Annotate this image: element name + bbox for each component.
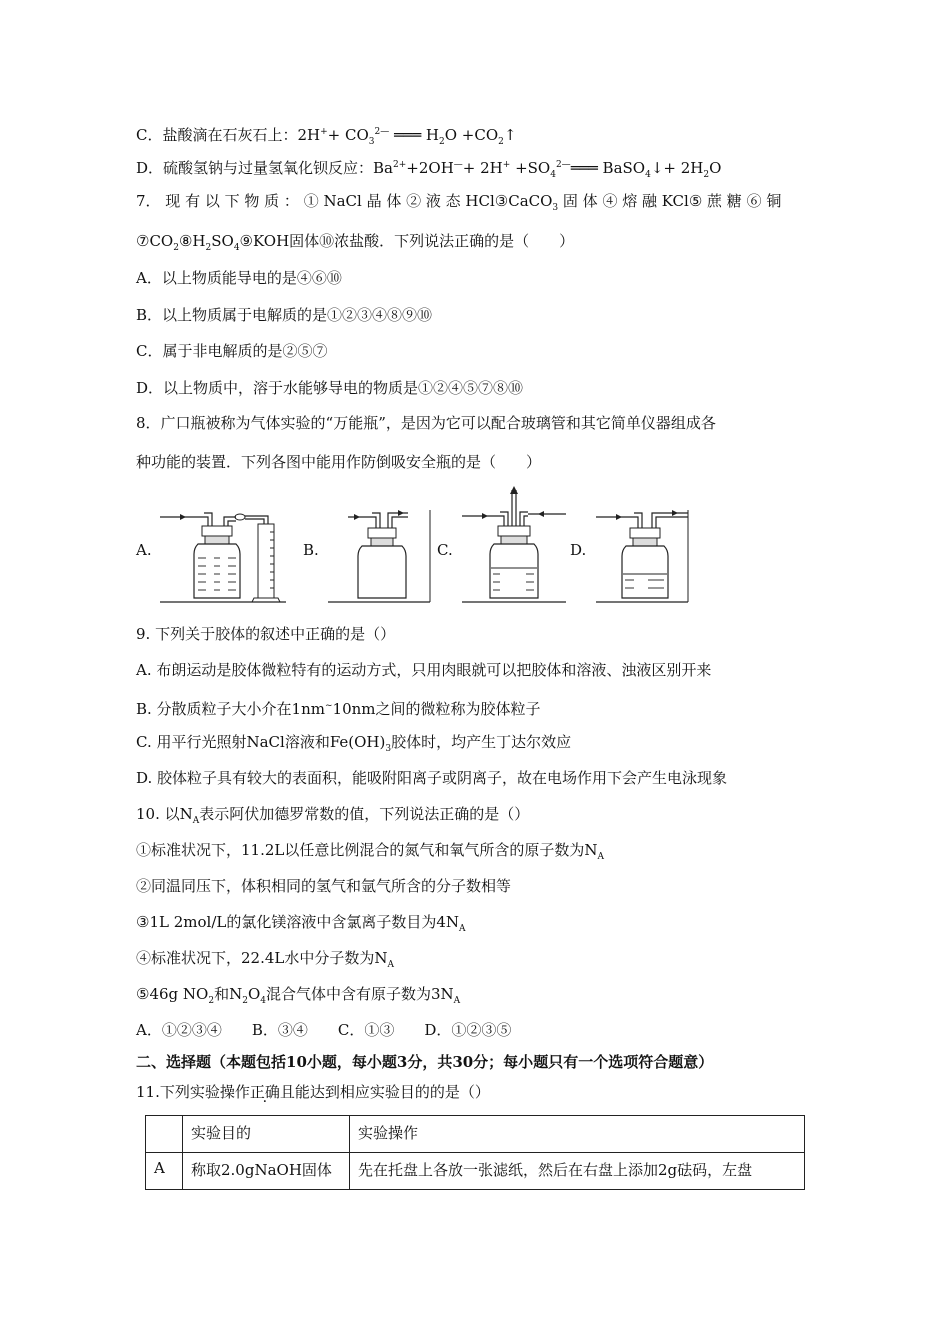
section-2-heading: 二、选择题（本题包括10小题，每小题3分，共30分；每小题只有一个选项符合题意） — [136, 1053, 714, 1071]
q8-label-c: C. — [437, 541, 453, 559]
apparatus-b-diagram — [326, 500, 432, 604]
table-row — [146, 1153, 805, 1190]
q7-option-d: D．以上物质中，溶于水能够导电的物质是①②④⑤⑦⑧⑩ — [136, 379, 524, 397]
q9-option-c: C. 用平行光照射NaCl溶液和$Fe(OH)_3$胶体时，均产生丁达尔效应 — [136, 733, 572, 754]
q9-stem: 9. 下列关于胶体的叙述中正确的是（） — [136, 625, 396, 643]
apparatus-c-diagram — [460, 486, 568, 604]
q10-statement-4: ④标准状况下，22.4L水中分子数为$N_A$ — [136, 949, 394, 970]
q8-label-b: B. — [303, 541, 319, 559]
q7-stem-line2: $⑦CO_2⑧H_2SO_4⑨KOH$固体⑩浓盐酸．下列说法正确的是（ ） — [136, 232, 575, 253]
q9-option-a: A. 布朗运动是胶体微粒特有的运动方式，只用肉眼就可以把胶体和溶液、浊液区别开来 — [136, 661, 712, 679]
q11-stem: 11.下列实验操作正确且能达到相应实验目的的是（） — [136, 1083, 490, 1101]
q9-option-d: D. 胶体粒子具有较大的表面积，能吸附阳离子或阴离子，故在电场作用下会产生电泳现象 — [136, 769, 728, 787]
q6-option-c: C．盐酸滴在石灰石上：$2H^++ CO_3^{2—}$ ═══ $H_2O$ $+CO_2↑$ — [136, 126, 517, 147]
q10-stem: 10. 以$N_A$表示阿伏加德罗常数的值，下列说法正确的是（） — [136, 805, 530, 826]
q8-label-a: A. — [136, 541, 152, 559]
table-cell: 先在托盘上各放一张滤纸，然后在右盘上添加2g砝码，左盘 — [350, 1153, 805, 1190]
table-header-cell — [146, 1116, 183, 1153]
q11-table — [145, 1115, 805, 1190]
q8-stem-line2: 种功能的装置．下列各图中能用作防倒吸安全瓶的是（ ） — [136, 453, 542, 471]
q7-option-a: A．以上物质能导电的是④⑥⑩ — [136, 269, 342, 287]
q10-statement-2: ②同温同压下，体积相同的氢气和氩气所含的分子数相等 — [136, 877, 512, 895]
apparatus-d-diagram — [594, 500, 690, 604]
table-header-cell: 实验目的 — [183, 1116, 350, 1153]
q11-emphasis: 正确 — [249, 1083, 280, 1101]
q8-stem-line1: 8．广口瓶被称为气体实验的“万能瓶”，是因为它可以配合玻璃管和其它简单仪器组成各 — [136, 414, 716, 432]
q9-option-b: B. 分散质粒子大小介在1nm~10nm之间的微粒称为胶体粒子 — [136, 700, 541, 718]
table-cell: 称取2.0gNaOH固体 — [183, 1153, 350, 1190]
q10-statement-1: ①标准状况下，11.2L以任意比例混合的氮气和氧气所含的原子数为$N_A$ — [136, 841, 604, 862]
q7-option-c: C．属于非电解质的是②⑤⑦ — [136, 342, 328, 360]
q6-option-d: D．硫酸氢钠与过量氢氧化钡反应：$Ba^{2+}+2OH^—+ 2H^+$ $+SO_4^{2—}═══$ BaSO$_4$↓+ $2H_2O$ — [136, 159, 722, 180]
q10-options: A．①②③④ B．③④ C．①③ D．①②③⑤ — [136, 1021, 512, 1039]
q7-option-b: B．以上物质属于电解质的是①②③④⑧⑨⑩ — [136, 306, 433, 324]
q10-statement-5: ⑤46g $NO_2$和$N_2O_4$混合气体中含有原子数为$3N_A$ — [136, 985, 461, 1006]
q7-stem-line1: 7． 现 有 以 下 物 质 ： ① NaCl 晶 体 ② 液 态 HCl③CaCO$_3$ 固 体 ④ 熔 融 KCl⑤ 蔗 糖 ⑥ 铜 — [136, 192, 782, 213]
q10-statement-3: ③1L 2mol/L的氯化镁溶液中含氯离子数目为$4N_A$ — [136, 913, 466, 934]
q8-label-d: D. — [570, 541, 587, 559]
table-cell: A — [146, 1153, 183, 1190]
table-header-row — [146, 1116, 805, 1153]
table-header-cell: 实验操作 — [350, 1116, 805, 1153]
apparatus-a-diagram — [158, 500, 288, 604]
